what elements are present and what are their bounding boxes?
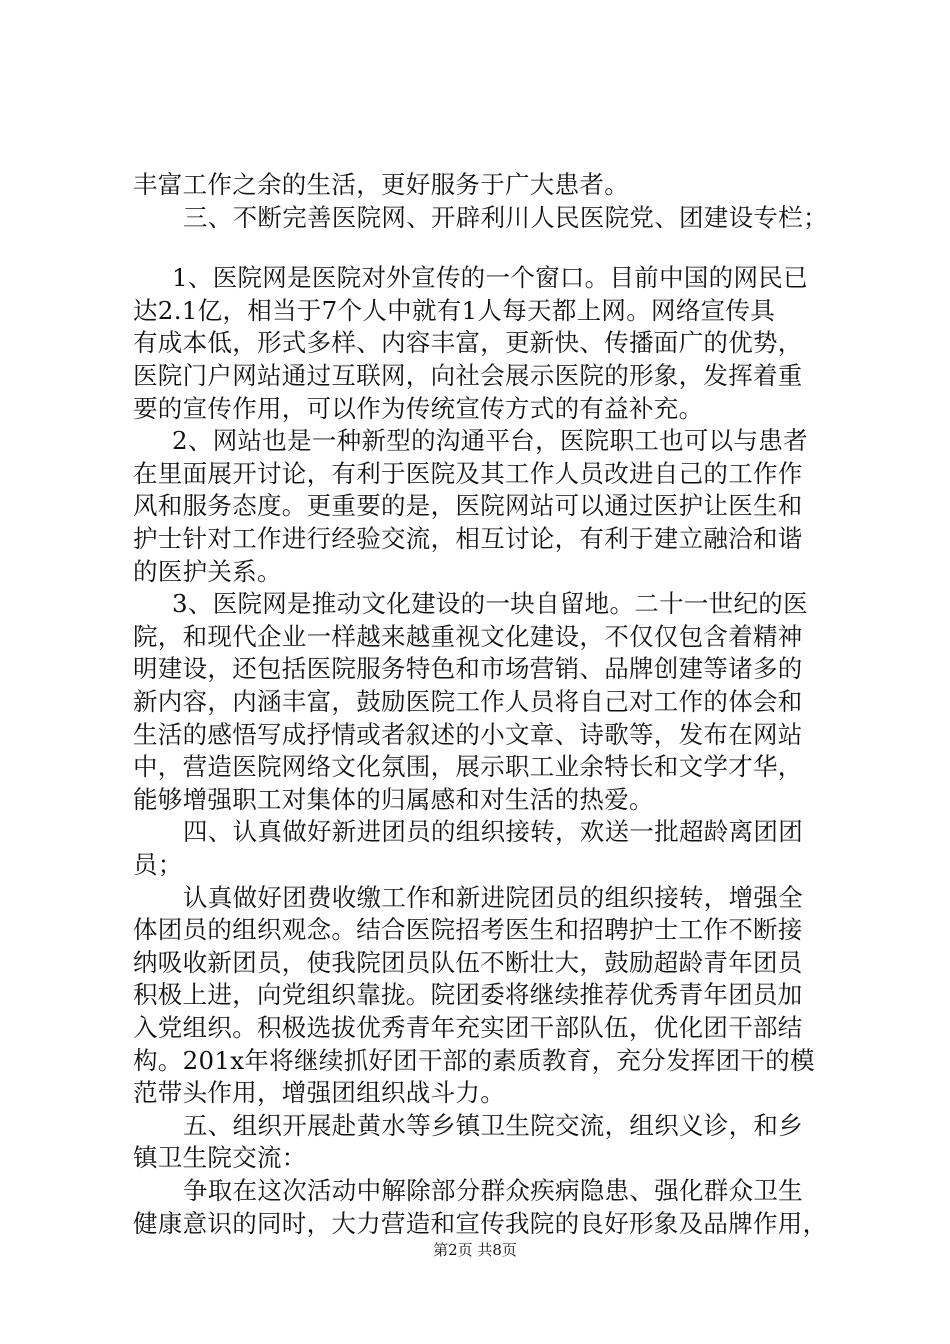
- paragraph-line: 3、医院网是推动文化建设的一块自留地。二十一世纪的医: [172, 589, 808, 618]
- section-heading-4: 四、认真做好新进团员的组织接转，欢送一批超龄离团团: [183, 817, 803, 846]
- paragraph-line: 护士针对工作进行经验交流，相互讨论，有利于建立融洽和谐: [133, 524, 803, 553]
- section-heading-3: 三、不断完善医院网、开辟利川人民医院党、团建设专栏；: [183, 203, 828, 232]
- paragraph-line: 中，营造医院网络文化氛围，展示职工业余特长和文学才华，: [133, 752, 803, 781]
- paragraph-line: 能够增强职工对集体的归属感和对生活的热爱。: [133, 785, 654, 814]
- paragraph-line: 的医护关系。: [133, 557, 282, 586]
- paragraph-line: 1、医院网是医院对外宣传的一个窗口。目前中国的网民已: [172, 263, 808, 292]
- section-heading-5-cont: 镇卫生院交流：: [133, 1143, 307, 1172]
- paragraph-line: 达2.1亿，相当于7个人中就有1人每天都上网。网络宣传具: [133, 296, 776, 325]
- paragraph-line: 生活的感悟写成抒情或者叙述的小文章、诗歌等，发布在网站: [133, 720, 803, 749]
- paragraph-line: 2、网站也是一种新型的沟通平台，医院职工也可以与患者: [172, 426, 808, 455]
- paragraph-line: 争取在这次活动中解除部分群众疾病隐患、强化群众卫生: [183, 1176, 803, 1205]
- paragraph-line: 认真做好团费收缴工作和新进院团员的组织接转，增强全: [183, 883, 803, 912]
- paragraph-line: 有成本低，形式多样、内容丰富，更新快、传播面广的优势，: [133, 328, 803, 357]
- paragraph-line: 积极上进，向党组织靠拢。院团委将继续推荐优秀青年团员加: [133, 980, 803, 1009]
- paragraph-line: 体团员的组织观念。结合医院招考医生和招聘护士工作不断接: [133, 915, 803, 944]
- section-heading-5: 五、组织开展赴黄水等乡镇卫生院交流，组织义诊，和乡: [183, 1111, 803, 1140]
- paragraph-line: 风和服务态度。更重要的是，医院网站可以通过医护让医生和: [133, 491, 803, 520]
- paragraph-line: 要的宣传作用，可以作为传统宣传方式的有益补充。: [133, 394, 704, 423]
- paragraph-line: 在里面展开讨论，有利于医院及其工作人员改进自己的工作作: [133, 459, 803, 488]
- paragraph-line: 院，和现代企业一样越来越重视文化建设，不仅仅包含着精神: [133, 622, 803, 651]
- section-heading-4-cont: 员；: [133, 850, 183, 879]
- paragraph-line: 范带头作用，增强团组织战斗力。: [133, 1078, 505, 1107]
- paragraph-line: 健康意识的同时，大力营造和宣传我院的良好形象及品牌作用，: [133, 1209, 828, 1238]
- paragraph-line: 纳吸收新团员，使我院团员队伍不断壮大，鼓励超龄青年团员: [133, 948, 803, 977]
- paragraph-line: 新内容，内涵丰富，鼓励医院工作人员将自己对工作的体会和: [133, 687, 803, 716]
- paragraph-line: 入党组织。积极选拔优秀青年充实团干部队伍，优化团干部结: [133, 1013, 803, 1042]
- paragraph-line: 明建设，还包括医院服务特色和市场营销、品牌创建等诸多的: [133, 654, 803, 683]
- paragraph-line: 医院门户网站通过互联网，向社会展示医院的形象，发挥着重: [133, 361, 803, 390]
- paragraph-line: 构。201x年将继续抓好团干部的素质教育，充分发挥团干的模: [133, 1046, 815, 1075]
- text-line: 丰富工作之余的生活，更好服务于广大患者。: [133, 170, 629, 199]
- page-indicator: 第2页 共8页: [433, 1241, 517, 1259]
